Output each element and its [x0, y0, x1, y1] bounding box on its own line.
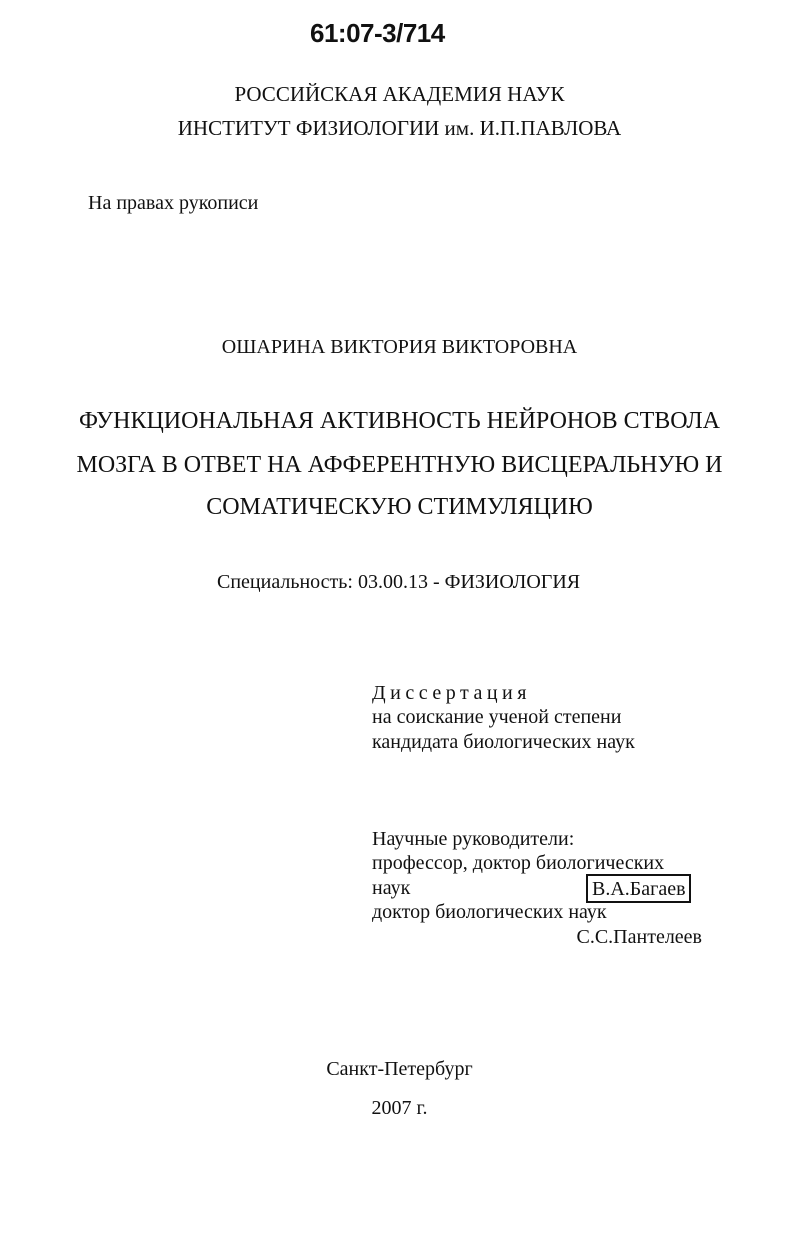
supervisor-line: профессор, доктор биологических: [372, 852, 665, 874]
supervisor-line: доктор биологических наук: [372, 901, 607, 923]
degree-line: кандидата биологических наук: [372, 731, 635, 753]
degree-line: на соискание ученой степени: [372, 706, 622, 728]
year: 2007 г.: [371, 1097, 428, 1119]
archive-code: 61:07-3/714: [310, 18, 445, 48]
title-line: СОМАТИЧЕСКУЮ СТИМУЛЯЦИЮ: [206, 494, 593, 520]
manuscript-note: На правах рукописи: [88, 192, 259, 214]
supervisors-heading: Научные руководители:: [372, 828, 575, 850]
author-name: ОШАРИНА ВИКТОРИЯ ВИКТОРОВНА: [221, 336, 578, 358]
academy-name: РОССИЙСКАЯ АКАДЕМИЯ НАУК: [234, 82, 565, 106]
supervisor-line: наук: [372, 877, 411, 899]
title-line: МОЗГА В ОТВЕТ НА АФФЕРЕНТНУЮ ВИСЦЕРАЛЬНУЮ И: [76, 452, 723, 478]
supervisor-name-boxed: В.А.Багаев: [586, 874, 691, 903]
title-line: ФУНКЦИОНАЛЬНАЯ АКТИВНОСТЬ НЕЙРОНОВ СТВОЛА: [79, 408, 720, 434]
specialty: Специальность: 03.00.13 - ФИЗИОЛОГИЯ: [217, 571, 581, 593]
degree-label: Диссертация: [372, 682, 531, 704]
institute-name: ИНСТИТУТ ФИЗИОЛОГИИ им. И.П.ПАВЛОВА: [177, 116, 622, 140]
supervisor-name: С.С.Пантелеев: [576, 926, 702, 948]
city: Санкт-Петербург: [326, 1058, 473, 1080]
